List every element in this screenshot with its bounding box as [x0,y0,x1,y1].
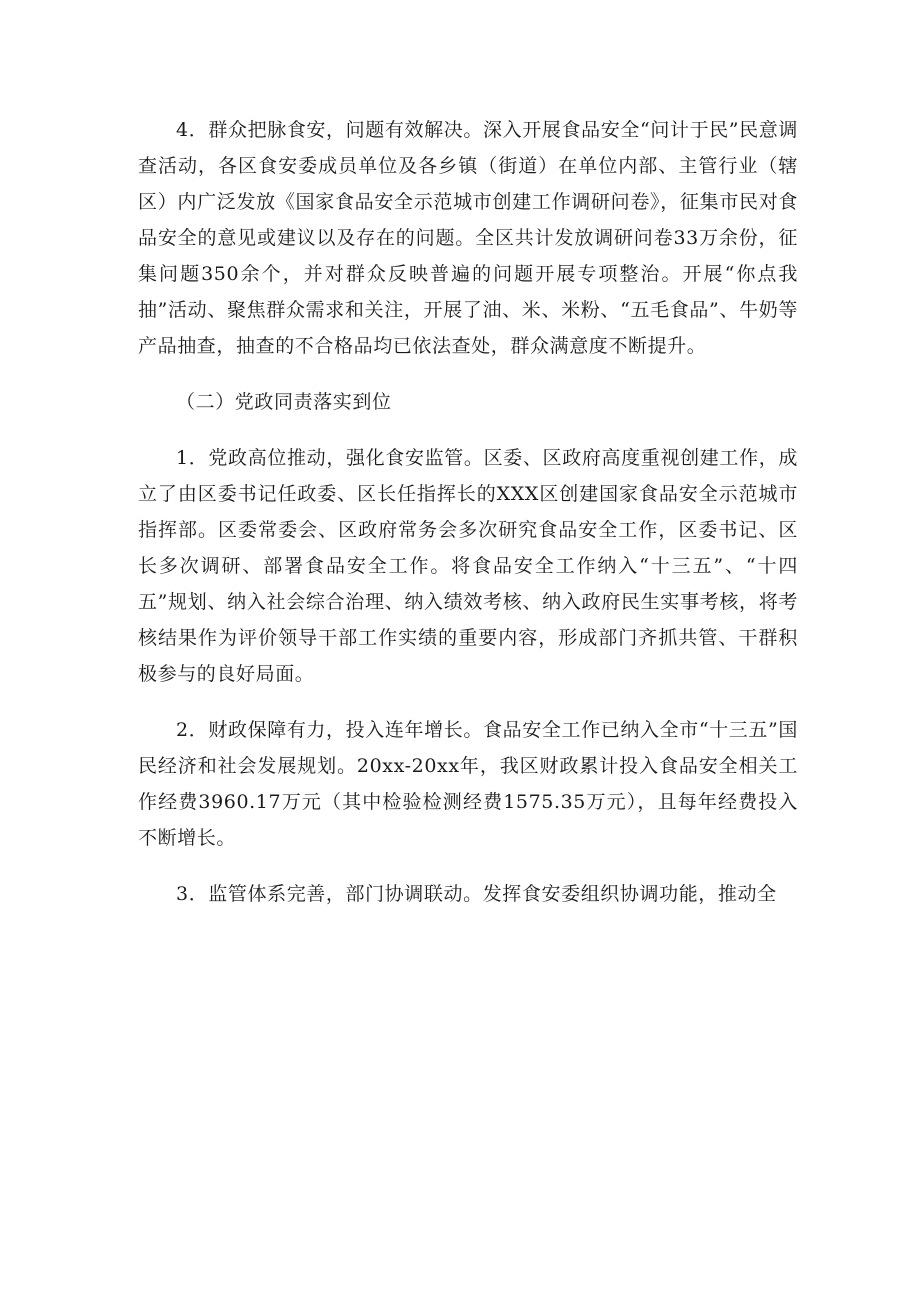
paragraph-financial-support: 2．财政保障有力，投入连年增长。食品安全工作已纳入全市“十三五”国民经济和社会发展规划。20xx-20xx年，我区财政累计投入食品安全相关工作经费3960.17万元（其中检验检测经费1575.35万元），且每年经费投入不断增长。 [138,719,798,849]
paragraph-high-level-promotion: 1．党政高位推动，强化食安监管。区委、区政府高度重视创建工作，成立了由区委书记任政委、区长任指挥长的XXX区创建国家食品安全示范城市指挥部。区委常委会、区政府常务会多次研究食品安全工作，区委书记、区长多次调研、部署食品安全工作。将食品安全工作纳入“十三五”、“十四五”规划、纳入社会综合治理、纳入绩效考核、纳入政府民生实事考核，将考核结果作为评价领导干部工作实绩的重要内容，形成部门齐抓共管、干群积极参与的良好局面。 [138,447,798,685]
section-heading-party-government: （二）党政同责落实到位 [176,391,392,413]
paragraph-public-feedback: 4．群众把脉食安，问题有效解决。深入开展食品安全“问计于民”民意调查活动，各区食安委成员单位及各乡镇（街道）在单位内部、主管行业（辖区）内广泛发放《国家食品安全示范城市创建工作调研问卷》，征集市民对食品安全的意见或建议以及存在的问题。全区共计发放调研问卷33万余份，征集问题350余个，并对群众反映普遍的问题开展专项整治。开展“你点我抽”活动、聚焦群众需求和关注，开展了油、米、米粉、“五毛食品”、牛奶等产品抽查，抽查的不合格品均已依法查处，群众满意度不断提升。 [138,119,798,357]
paragraph-supervision-system: 3．监管体系完善，部门协调联动。发挥食安委组织协调功能，推动全 [176,883,777,905]
document-page [138,112,798,912]
